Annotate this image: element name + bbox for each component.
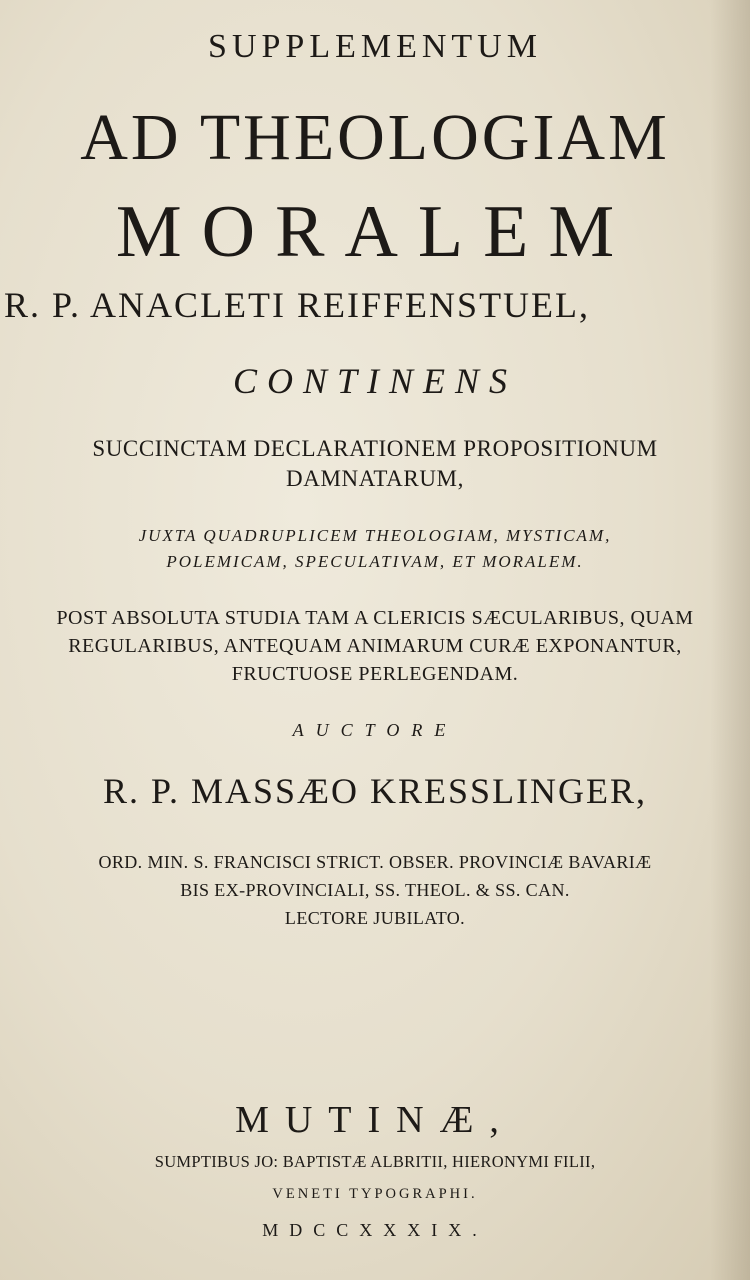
imprint-printer: VENETI TYPOGRAPHI. [272, 1186, 478, 1202]
auctore-line: AUCTORE [292, 720, 458, 740]
title-ad-theologiam: AD THEOLOGIAM [80, 101, 670, 174]
post-line-3: FRUCTUOSE PERLEGENDAM. [231, 663, 519, 685]
subtitle-line-1: SUCCINCTAM DECLARATIONEM PROPOSITIONUM [92, 436, 658, 461]
imprint-date: MDCCXXXIX. [262, 1220, 488, 1240]
imprint-place: MUTINÆ, [235, 1099, 515, 1141]
subtitle-line-2: DAMNATARUM, [286, 466, 464, 491]
author-line: R. P. ANACLETI REIFFENSTUEL, [4, 285, 591, 325]
order-line-2: BIS EX-PROVINCIALI, SS. THEOL. & SS. CAN. [180, 880, 570, 900]
post-line-2: REGULARIBUS, ANTEQUAM ANIMARUM CURÆ EXPONANTUR, [68, 635, 682, 657]
juxta-line-1: JUXTA QUADRUPLICEM THEOLOGIAM, MYSTICAM, [138, 526, 612, 545]
order-line-1: ORD. MIN. S. FRANCISCI STRICT. OBSER. PROVINCIÆ BAVARIÆ [98, 852, 652, 872]
title-moralem: MORALEM [115, 191, 635, 273]
author2-line: R. P. MASSÆO KRESSLINGER, [102, 771, 648, 811]
title-supplementum: SUPPLEMENTUM [208, 28, 542, 65]
juxta-line-2: POLEMICAM, SPECULATIVAM, ET MORALEM. [166, 552, 584, 571]
continens-line: CONTINENS [232, 361, 518, 401]
imprint-publisher: SUMPTIBUS JO: BAPTISTÆ ALBRITII, HIERONYMI FILII, [154, 1152, 596, 1171]
order-line-3: LECTORE JUBILATO. [284, 908, 466, 928]
post-line-1: POST ABSOLUTA STUDIA TAM A CLERICIS SÆCULARIBUS, QUAM [56, 607, 694, 629]
